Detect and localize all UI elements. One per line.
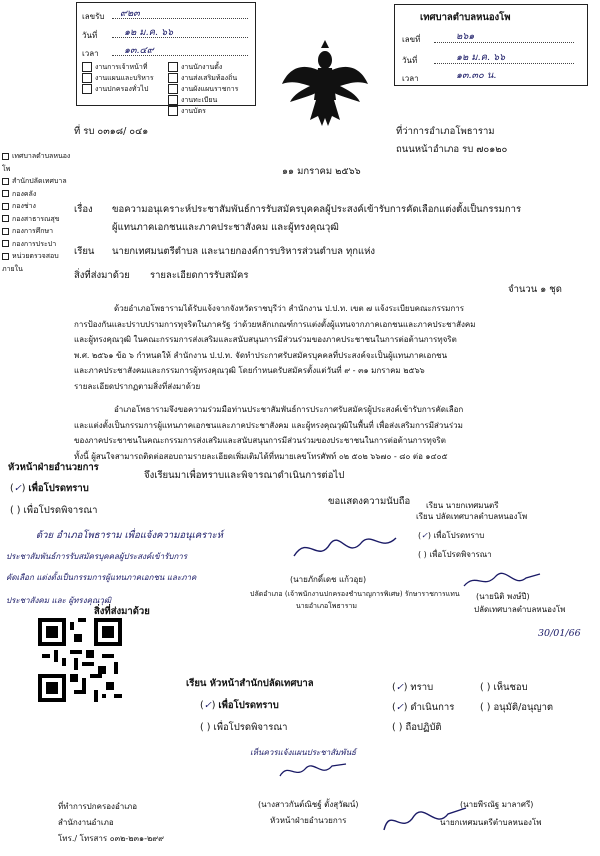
memo-option-consider: ( ) เพื่อโปรดพิจารณา	[10, 505, 98, 516]
clerk-to: เรียน นายกเทศมนตรี	[426, 501, 499, 510]
signer-name: (นายภักดิ์เดช แก้วอุย)	[290, 575, 367, 584]
section-to: เรียน หัวหน้าสำนักปลัดเทศบาล	[186, 678, 314, 689]
office-line-2: สำนักงานอำเภอ	[58, 818, 114, 827]
receipt-right-org: เทศบาลตำบลหนองโพ	[420, 12, 511, 23]
closing-line: จึงเรียนมาเพื่อทราบและพิจารณาดำเนินการต่อไป	[144, 470, 345, 481]
clerk-date: 30/01/66	[538, 628, 581, 639]
signer-title-2: นายอำเภอโพธาราม	[296, 602, 358, 610]
receipt-right-date-label: วันที่	[402, 56, 418, 65]
subject-label: เรื่อง	[74, 204, 93, 215]
garuda-emblem	[280, 40, 370, 130]
to-label: เรียน	[74, 246, 95, 257]
section-option-inform: (✓) เพื่อโปรดทราบ	[200, 700, 279, 711]
document-date: ๑๑ มกราคม ๒๕๖๖	[282, 166, 361, 177]
document-number: ที่ รบ ๐๓๑๘/ ๐๔๑	[74, 126, 149, 137]
office-line-1: ที่ทำการปกครองอำเภอ	[58, 802, 138, 811]
receipt-time-value: ๑๓.๔๙	[124, 45, 154, 56]
bottom-mid-name: (นางสาวกันต์ณิชฐ์ ตั้งสุวัฒน์)	[258, 800, 359, 809]
qr-code	[38, 618, 122, 702]
routing-list: เทศบาลตำบลหนองโพ สำนักปลัดเทศบาล กองคลัง กองช่าง กองสาธารณสุข กองการศึกษา กองการประปา หน่วยตรวจสอบภายใน	[2, 152, 71, 273]
option-acknowledge: (✓) ทราบ	[392, 682, 434, 693]
option-approve: ( ) เห็นชอบ	[480, 682, 528, 693]
receipt-number-value: ๙๒๓	[120, 8, 140, 19]
bottom-right-name: (นายพีรณัฐ มาลาศรี)	[460, 800, 534, 809]
receipt-right-number-label: เลขที่	[402, 35, 421, 44]
receipt-right-date-value: ๑๒ ม.ค. ๖๖	[456, 52, 506, 63]
memo-note-1: ด้วย อำเภอโพธาราม เพื่อแจ้งความอนุเคราะห์	[36, 530, 223, 541]
signer-signature	[290, 530, 400, 566]
sender-line-1: ที่ว่าการอำเภอโพธาราม	[396, 126, 495, 137]
section-handnote: เห็นควรแจ้งแผนประชาสัมพันธ์	[250, 748, 357, 757]
receipt-checkbox-col2: งานนักงานตั้ง งานส่งเสริมท้องถิ่น งานผังแผนราชการ งานทะเบียน งานบัตร	[168, 62, 238, 117]
to-value: นายกเทศมนตรีตำบล และนายกองค์การบริหารส่วนตำบล ทุกแห่ง	[112, 246, 376, 257]
clerk-option-inform: (✓) เพื่อโปรดทราบ	[418, 531, 485, 540]
memo-head-title: หัวหน้าฝ่ายอำนวยการ	[8, 462, 99, 473]
memo-note-3: คัดเลือก แต่งตั้งเป็นกรรมการผู้แทนภาคเอกชน และภาค	[6, 573, 197, 582]
receipt-number-label: เลขรับ	[82, 12, 105, 21]
receipt-right-time-value: ๑๓.๓๐ น.	[456, 70, 497, 81]
subject-line-1: ขอความอนุเคราะห์ประชาสัมพันธ์การรับสมัครบุคคลผู้ประสงค์เข้ารับการคัดเลือกแต่งตั้งเป็นกรรมการ	[112, 204, 522, 215]
bottom-right-title: นายกเทศมนตรีตำบลหนองโพ	[440, 818, 542, 827]
clerk-from: เรียน ปลัดเทศบาลตำบลหนองโพ	[416, 512, 528, 521]
signer-title: ปลัดอำเภอ (เจ้าพนักงานปกครองชำนาญการพิเศษ) รักษาราชการแทน	[250, 590, 460, 598]
clerk-title: ปลัดเทศบาลตำบลหนองโพ	[474, 605, 566, 614]
receipt-checkbox-col1: งานการเจ้าหน้าที่ งานแผนและบริหาร งานปกครองทั่วไป	[82, 62, 154, 95]
paragraph-2: อำเภอโพธารามจึงขอความร่วมมือท่านประชาสัมพันธ์การประกาศรับสมัครผู้ประสงค์เข้ารับการคัดเลือก และแต่งตั้งเป็นกรรมการผู้แทนภาคเอกชนและภาคประชาสังคม และผู้ทรงคุณวุฒิในพื้นที่ เพื่อส่งเสริมการมีส่วนร่วม ของภาคประชาชนในคณะกรรมการส่งเสริมและสนับสนุนการมีส่วนร่วมของประชาชนในการต่อต้านการทุจริต ทั้งนี้ ผู้สนใจสามารถติดต่อสอบถามรายละเอียดเพิ่มเติมได้ที่หมายเลขโทรศัพท์ ๐๒ ๕๐๒ ๖๖๗๐ - ๘๐ ต่อ ๑๔๐๕	[74, 405, 464, 461]
memo-option-inform: (✓) เพื่อโปรดทราบ	[10, 483, 89, 494]
receipt-time-label: เวลา	[82, 49, 99, 58]
clerk-option-consider: ( ) เพื่อโปรดพิจารณา	[418, 550, 492, 559]
courtesy-line: ขอแสดงความนับถือ	[328, 496, 411, 507]
section-option-consider: ( ) เพื่อโปรดพิจารณา	[200, 722, 288, 733]
enclosure-quantity: จำนวน ๑ ชุด	[508, 284, 562, 295]
clerk-name: (นายนิติ พงษ์ปี)	[476, 592, 530, 601]
bottom-mid-signature	[278, 760, 348, 782]
enclosure-value: รายละเอียดการรับสมัคร	[150, 270, 249, 281]
option-comply: ( ) ถือปฏิบัติ	[392, 722, 442, 733]
receipt-right-number-value: ๒๖๑	[456, 31, 475, 42]
receipt-date-label: วันที่	[82, 31, 98, 40]
memo-note-2: ประชาสัมพันธ์การรับสมัครบุคคลผู้ประสงค์เข้ารับการ	[6, 552, 188, 561]
receipt-date-value: ๑๒ ม.ค. ๖๖	[124, 27, 174, 38]
option-permit: ( ) อนุมัติ/อนุญาต	[480, 702, 554, 713]
option-proceed: (✓) ดำเนินการ	[392, 702, 455, 713]
bottom-mid-title: หัวหน้าฝ่ายอำนวยการ	[270, 816, 347, 825]
receipt-right-time-label: เวลา	[402, 74, 419, 83]
memo-note-4: ประชาสังคม และ ผู้ทรงคุณวุฒิ	[6, 596, 112, 605]
enclosure-label: สิ่งที่ส่งมาด้วย	[74, 270, 130, 281]
subject-line-2: ผู้แทนภาคเอกชนและภาคประชาสังคม และผู้ทรงคุณวุฒิ	[112, 222, 339, 233]
enclosure-2-label: สิ่งที่ส่งมาด้วย	[94, 606, 150, 617]
clerk-signature	[462, 568, 542, 592]
paragraph-1: ด้วยอำเภอโพธารามได้รับแจ้งจากจังหวัดราชบุรีว่า สำนักงาน ป.ป.ท. เขต ๗ แจ้งระเบียบคณะกรรมการ การป้องกันและปราบปรามการทุจริตในภาครัฐ ว่าด้วยหลักเกณฑ์การแต่งตั้งผู้แทนจากภาคเอกชนและภาคประชาสังคม และผู้ทรงคุณวุฒิ ในคณะกรรมการส่งเสริมและสนับสนุนการมีส่วนร่วมของภาคประชาชนในการต่อต้านการทุจริต พ.ศ. ๒๕๖๑ ข้อ ๖ กำหนดให้ สำนักงาน ป.ป.ท. จัดทำประกาศรับสมัครบุคคลที่ประสงค์จะเป็นผู้แทนภาคเอกชน และภาคประชาสังคมและกรรมการผู้ทรงคุณวุฒิ โดยกำหนดรับสมัครตั้งแต่วันที่ ๙ - ๓๑ มกราคม ๒๕๖๖ รายละเอียดปรากฏตามสิ่งที่ส่งมาด้วย	[74, 304, 476, 391]
office-line-3: โทร./ โทรสาร ๐๓๒-๒๓๑-๒๙๙	[58, 834, 164, 843]
sender-line-2: ถนนหน้าอำเภอ รบ ๗๐๑๒๐	[396, 144, 508, 155]
